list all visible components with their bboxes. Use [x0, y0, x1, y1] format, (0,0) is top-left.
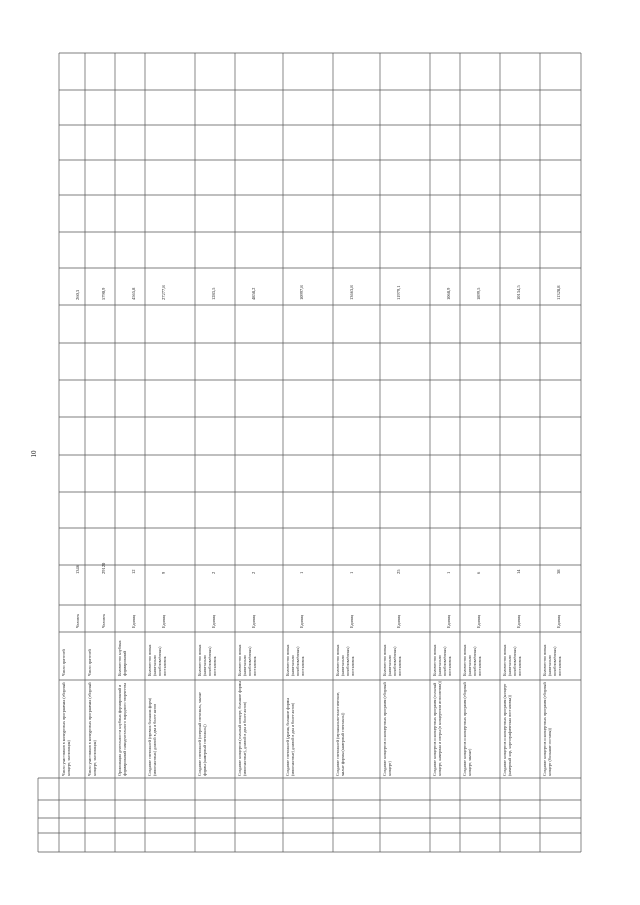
row-amount-value: 10997,8: [299, 285, 304, 300]
row-name: Создание спектаклей (прочих больших форм) (многоактных) длиной в два и более актов: [147, 698, 157, 776]
row-unit: Единиц: [446, 614, 451, 628]
row-plan-value: 6: [476, 571, 481, 574]
row-indicator: Количество новых (капитально возобновлённых) постановок: [542, 644, 562, 676]
row-plan-value: 38: [556, 569, 561, 574]
row-plan-value: 1346: [75, 565, 80, 574]
row-indicator: Количество клубных формирований: [117, 640, 127, 676]
row-name: Создание спектаклей (музыкально-пластические, малые формы (камерный спектакль)): [335, 691, 345, 776]
row-plan-value: 9: [161, 571, 166, 574]
row-name: Организация деятельности клубных формирований и формирований самодеятельного народного творчества: [117, 683, 127, 776]
row-plan-value: 14: [516, 569, 521, 574]
row-unit: Единиц: [476, 614, 481, 628]
row-unit: Единиц: [396, 614, 401, 628]
row-name: Создание спектаклей (оперный спектакль, малые формы (камерный спектакль)): [197, 692, 207, 776]
row-amount-value: 13663,8: [349, 285, 354, 300]
row-indicator: Количество новых (капитально возобновлённых) постановок: [432, 644, 452, 676]
row-plan-value: 2: [251, 571, 256, 574]
row-amount-value: 1068,9: [446, 287, 451, 300]
row-unit: Единиц: [131, 614, 136, 628]
row-amount-value: 10134,5: [516, 285, 521, 300]
row-indicator: Количество новых (капитально возобновлённых) постановок: [382, 644, 402, 676]
row-unit: Единиц: [161, 614, 166, 628]
row-plan-value: 1: [349, 571, 354, 574]
row-indicator: Количество новых (капитально возобновлённых) постановок: [197, 644, 217, 676]
row-amount-value: 1283,5: [211, 287, 216, 300]
row-name: Создание концертов и концертных программ (сборный концерт, малые): [462, 682, 472, 776]
row-plan-value: 25: [396, 569, 401, 574]
row-indicator: Количество новых (капитально возобновлённых) постановок: [462, 644, 482, 676]
row-indicator: Число зрителей: [87, 649, 92, 676]
row-unit: Единиц: [556, 614, 561, 628]
row-amount-value: 11328,8: [556, 285, 561, 300]
row-indicator: Количество новых (капитально возобновлённых) постановок: [237, 644, 257, 676]
row-unit: Единиц: [516, 614, 521, 628]
row-amount-value: 11979,1: [396, 285, 401, 300]
row-amount-value: 4858,2: [251, 287, 256, 300]
page-number: 10: [30, 450, 38, 458]
row-plan-value: 1: [446, 571, 451, 574]
row-amount-value: 5790,9: [101, 287, 106, 300]
row-indicator: Число зрителей: [61, 649, 66, 676]
row-amount-value: 27277,8: [161, 285, 166, 300]
row-name: Создание концертов и концертных программ (концерт (камерный хор, хореографическая постановка)): [502, 683, 512, 776]
row-plan-value: 1: [299, 571, 304, 574]
row-unit: Единиц: [211, 614, 216, 628]
row-name: Число участников в конкурсных программах (сборный концерт, экспозиция): [61, 682, 71, 776]
row-plan-value: 2: [211, 571, 216, 574]
row-name: Создание концертов и концертных программ (сольный концерт, камерная и оперы (в концертном исполнении)): [432, 681, 442, 776]
row-indicator: Количество новых (капитально возобновлённых) постановок: [147, 644, 167, 676]
row-unit: Единиц: [349, 614, 354, 628]
row-unit: Единиц: [251, 614, 256, 628]
row-amount-value: 4565,8: [131, 287, 136, 300]
row-name: Число участников в конкурсных программах (сборный концерт, экспозиция): [87, 682, 97, 776]
row-amount-value: 1899,5: [476, 287, 481, 300]
row-unit: Человек: [75, 614, 80, 628]
row-indicator: Количество новых (капитально возобновлённых) постановок: [285, 644, 305, 676]
row-plan-value: 29120: [101, 562, 106, 574]
row-indicator: Количество новых (капитально возобновлённых) постановок: [502, 644, 522, 676]
row-amount-value: 260,3: [75, 289, 80, 300]
row-name: Создание концертов (сольный концерт, большие формы (многоактные), длиной в два и более актов): [237, 681, 247, 776]
row-name: Создание спектаклей (драма, большие формы (многоактные) длиной в два и более актов): [285, 697, 295, 776]
row-name: Создание концертов и концертных программ (сборный концерт (большие составы)): [542, 682, 552, 776]
row-unit: Единиц: [299, 614, 304, 628]
row-plan-value: 12: [131, 569, 136, 574]
row-name: Создание концертов и концертных программ (сборный концерт): [382, 682, 392, 776]
row-unit: Человек: [101, 614, 106, 628]
row-indicator: Количество новых (капитально возобновлённых) постановок: [335, 644, 355, 676]
